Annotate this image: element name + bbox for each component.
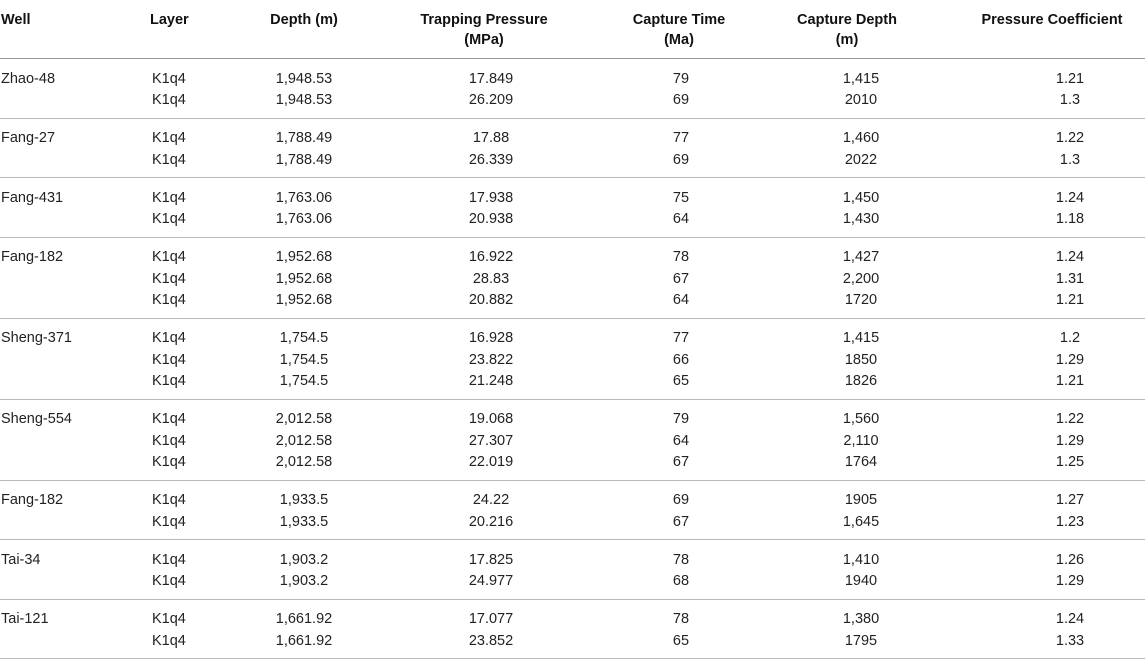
row-group: [0, 540, 1145, 600]
cell-pressure-coefficient: 1.18: [1056, 209, 1084, 231]
cell-trapping-pressure: 27.307: [469, 431, 513, 453]
cell-trapping-pressure: 28.83: [473, 269, 509, 291]
cell-layer: K1q4: [152, 269, 186, 291]
cell-trapping-pressure: 23.852: [469, 631, 513, 653]
cell-capture-depth: 1850: [845, 350, 877, 372]
well-name: Sheng-371: [1, 328, 72, 350]
column-header-line: Layer: [150, 10, 189, 30]
cell-capture-time: 65: [673, 631, 689, 653]
well-name: Fang-182: [1, 490, 63, 512]
well-name: Tai-34: [1, 550, 41, 572]
cell-trapping-pressure: 20.938: [469, 209, 513, 231]
cell-pressure-coefficient: 1.25: [1056, 452, 1084, 474]
cell-pressure-coefficient: 1.21: [1056, 69, 1084, 91]
cell-capture-time: 69: [673, 150, 689, 172]
table-row: [0, 328, 1145, 350]
table-row: [0, 69, 1145, 91]
cell-capture-time: 79: [673, 409, 689, 431]
well-name: Fang-27: [1, 128, 55, 150]
cell-capture-time: 77: [673, 128, 689, 150]
cell-layer: K1q4: [152, 490, 186, 512]
column-header-line: Well: [1, 10, 31, 30]
table-row: [0, 350, 1145, 372]
cell-capture-depth: 1764: [845, 452, 877, 474]
table-row: [0, 452, 1145, 474]
cell-depth: 2,012.58: [276, 452, 332, 474]
cell-capture-depth: 1940: [845, 571, 877, 593]
cell-capture-depth: 1,645: [843, 512, 879, 534]
cell-capture-depth: 1,430: [843, 209, 879, 231]
cell-trapping-pressure: 24.977: [469, 571, 513, 593]
cell-trapping-pressure: 17.88: [473, 128, 509, 150]
cell-layer: K1q4: [152, 350, 186, 372]
cell-pressure-coefficient: 1.3: [1060, 90, 1080, 112]
cell-capture-depth: 1826: [845, 371, 877, 393]
cell-depth: 1,754.5: [280, 328, 328, 350]
cell-layer: K1q4: [152, 290, 186, 312]
column-header-line: (m): [797, 30, 897, 50]
cell-depth: 1,948.53: [276, 90, 332, 112]
column-header-well: [1, 10, 31, 30]
cell-pressure-coefficient: 1.24: [1056, 609, 1084, 631]
well-name: Fang-182: [1, 247, 63, 269]
row-group: [0, 119, 1145, 179]
cell-capture-depth: 1720: [845, 290, 877, 312]
cell-depth: 1,754.5: [280, 350, 328, 372]
cell-capture-time: 75: [673, 188, 689, 210]
cell-trapping-pressure: 17.077: [469, 609, 513, 631]
table-row: [0, 512, 1145, 534]
cell-layer: K1q4: [152, 247, 186, 269]
table-row: [0, 490, 1145, 512]
column-header-trapping-pressure: [420, 10, 547, 50]
table-row: [0, 150, 1145, 172]
cell-capture-time: 78: [673, 550, 689, 572]
cell-capture-depth: 1,427: [843, 247, 879, 269]
table-body: [0, 59, 1145, 659]
table-row: [0, 609, 1145, 631]
cell-capture-depth: 2,200: [843, 269, 879, 291]
table-row: [0, 247, 1145, 269]
table-row: [0, 188, 1145, 210]
cell-depth: 1,661.92: [276, 609, 332, 631]
cell-depth: 1,763.06: [276, 209, 332, 231]
cell-capture-time: 78: [673, 247, 689, 269]
cell-trapping-pressure: 17.825: [469, 550, 513, 572]
cell-capture-depth: 2022: [845, 150, 877, 172]
row-group: [0, 400, 1145, 481]
cell-depth: 1,661.92: [276, 631, 332, 653]
row-group: [0, 481, 1145, 541]
column-header-line: Capture Time: [633, 10, 725, 30]
cell-pressure-coefficient: 1.31: [1056, 269, 1084, 291]
column-header-layer: [150, 10, 189, 30]
cell-capture-time: 69: [673, 90, 689, 112]
cell-capture-time: 68: [673, 571, 689, 593]
cell-layer: K1q4: [152, 571, 186, 593]
cell-pressure-coefficient: 1.21: [1056, 371, 1084, 393]
cell-trapping-pressure: 26.339: [469, 150, 513, 172]
table-row: [0, 128, 1145, 150]
cell-pressure-coefficient: 1.2: [1060, 328, 1080, 350]
cell-pressure-coefficient: 1.29: [1056, 350, 1084, 372]
cell-trapping-pressure: 20.882: [469, 290, 513, 312]
table-row: [0, 409, 1145, 431]
cell-layer: K1q4: [152, 431, 186, 453]
cell-capture-depth: 2,110: [843, 431, 878, 453]
cell-trapping-pressure: 16.922: [469, 247, 513, 269]
cell-pressure-coefficient: 1.23: [1056, 512, 1084, 534]
column-header-line: Depth (m): [270, 10, 338, 30]
cell-capture-time: 67: [673, 269, 689, 291]
cell-layer: K1q4: [152, 609, 186, 631]
cell-capture-depth: 1905: [845, 490, 877, 512]
cell-trapping-pressure: 22.019: [469, 452, 513, 474]
table-row: [0, 371, 1145, 393]
cell-capture-time: 64: [673, 209, 689, 231]
cell-trapping-pressure: 17.849: [469, 69, 513, 91]
cell-pressure-coefficient: 1.29: [1056, 571, 1084, 593]
cell-trapping-pressure: 21.248: [469, 371, 513, 393]
cell-layer: K1q4: [152, 409, 186, 431]
cell-capture-depth: 2010: [845, 90, 877, 112]
cell-pressure-coefficient: 1.33: [1056, 631, 1084, 653]
cell-capture-time: 66: [673, 350, 689, 372]
column-header-line: (Ma): [633, 30, 725, 50]
table-row: [0, 290, 1145, 312]
cell-depth: 1,952.68: [276, 269, 332, 291]
cell-capture-time: 69: [673, 490, 689, 512]
row-group: [0, 319, 1145, 400]
cell-pressure-coefficient: 1.26: [1056, 550, 1084, 572]
cell-capture-depth: 1,415: [843, 69, 879, 91]
cell-depth: 1,933.5: [280, 512, 328, 534]
column-header-line: Trapping Pressure: [420, 10, 547, 30]
table-row: [0, 550, 1145, 572]
column-header-line: (MPa): [420, 30, 547, 50]
cell-capture-time: 64: [673, 431, 689, 453]
cell-capture-depth: 1,380: [843, 609, 879, 631]
cell-layer: K1q4: [152, 371, 186, 393]
cell-layer: K1q4: [152, 128, 186, 150]
cell-depth: 1,903.2: [280, 550, 328, 572]
table-row: [0, 209, 1145, 231]
row-group: [0, 238, 1145, 319]
cell-pressure-coefficient: 1.22: [1056, 409, 1084, 431]
cell-layer: K1q4: [152, 452, 186, 474]
well-name: Fang-431: [1, 188, 63, 210]
cell-depth: 1,788.49: [276, 128, 332, 150]
cell-pressure-coefficient: 1.3: [1060, 150, 1080, 172]
cell-depth: 1,933.5: [280, 490, 328, 512]
cell-pressure-coefficient: 1.24: [1056, 188, 1084, 210]
column-header-capture-depth: [797, 10, 897, 50]
cell-layer: K1q4: [152, 328, 186, 350]
table-row: [0, 90, 1145, 112]
cell-layer: K1q4: [152, 550, 186, 572]
cell-capture-depth: 1,560: [843, 409, 879, 431]
row-group: [0, 178, 1145, 238]
column-header-depth: [270, 10, 338, 30]
table-row: [0, 631, 1145, 653]
cell-trapping-pressure: 16.928: [469, 328, 513, 350]
column-header-line: Capture Depth: [797, 10, 897, 30]
cell-layer: K1q4: [152, 209, 186, 231]
cell-depth: 1,788.49: [276, 150, 332, 172]
table-row: [0, 571, 1145, 593]
well-name: Tai-121: [1, 609, 49, 631]
cell-capture-time: 67: [673, 452, 689, 474]
cell-pressure-coefficient: 1.27: [1056, 490, 1084, 512]
row-group: [0, 59, 1145, 119]
cell-capture-depth: 1,410: [843, 550, 879, 572]
cell-trapping-pressure: 26.209: [469, 90, 513, 112]
cell-layer: K1q4: [152, 631, 186, 653]
cell-trapping-pressure: 23.822: [469, 350, 513, 372]
cell-layer: K1q4: [152, 69, 186, 91]
cell-capture-time: 79: [673, 69, 689, 91]
cell-pressure-coefficient: 1.21: [1056, 290, 1084, 312]
cell-capture-time: 65: [673, 371, 689, 393]
cell-trapping-pressure: 19.068: [469, 409, 513, 431]
cell-pressure-coefficient: 1.29: [1056, 431, 1084, 453]
cell-capture-depth: 1,450: [843, 188, 879, 210]
table-row: [0, 269, 1145, 291]
cell-depth: 1,903.2: [280, 571, 328, 593]
cell-capture-time: 77: [673, 328, 689, 350]
cell-layer: K1q4: [152, 512, 186, 534]
cell-capture-depth: 1795: [845, 631, 877, 653]
cell-trapping-pressure: 17.938: [469, 188, 513, 210]
cell-layer: K1q4: [152, 150, 186, 172]
cell-trapping-pressure: 20.216: [469, 512, 513, 534]
cell-depth: 1,763.06: [276, 188, 332, 210]
cell-depth: 1,952.68: [276, 290, 332, 312]
cell-pressure-coefficient: 1.22: [1056, 128, 1084, 150]
cell-capture-depth: 1,415: [843, 328, 879, 350]
column-header-capture-time: [633, 10, 725, 50]
well-name: Sheng-554: [1, 409, 72, 431]
cell-capture-time: 64: [673, 290, 689, 312]
cell-layer: K1q4: [152, 90, 186, 112]
cell-capture-depth: 1,460: [843, 128, 879, 150]
cell-capture-time: 67: [673, 512, 689, 534]
cell-pressure-coefficient: 1.24: [1056, 247, 1084, 269]
cell-depth: 1,952.68: [276, 247, 332, 269]
cell-depth: 2,012.58: [276, 409, 332, 431]
cell-depth: 1,948.53: [276, 69, 332, 91]
table-row: [0, 431, 1145, 453]
cell-depth: 2,012.58: [276, 431, 332, 453]
cell-layer: K1q4: [152, 188, 186, 210]
well-name: Zhao-48: [1, 69, 55, 91]
row-group: [0, 600, 1145, 659]
table-header: [0, 0, 1145, 59]
column-header-line: Pressure Coefficient: [981, 10, 1122, 30]
cell-capture-time: 78: [673, 609, 689, 631]
column-header-pressure-coefficient: [981, 10, 1122, 30]
cell-depth: 1,754.5: [280, 371, 328, 393]
cell-trapping-pressure: 24.22: [473, 490, 509, 512]
